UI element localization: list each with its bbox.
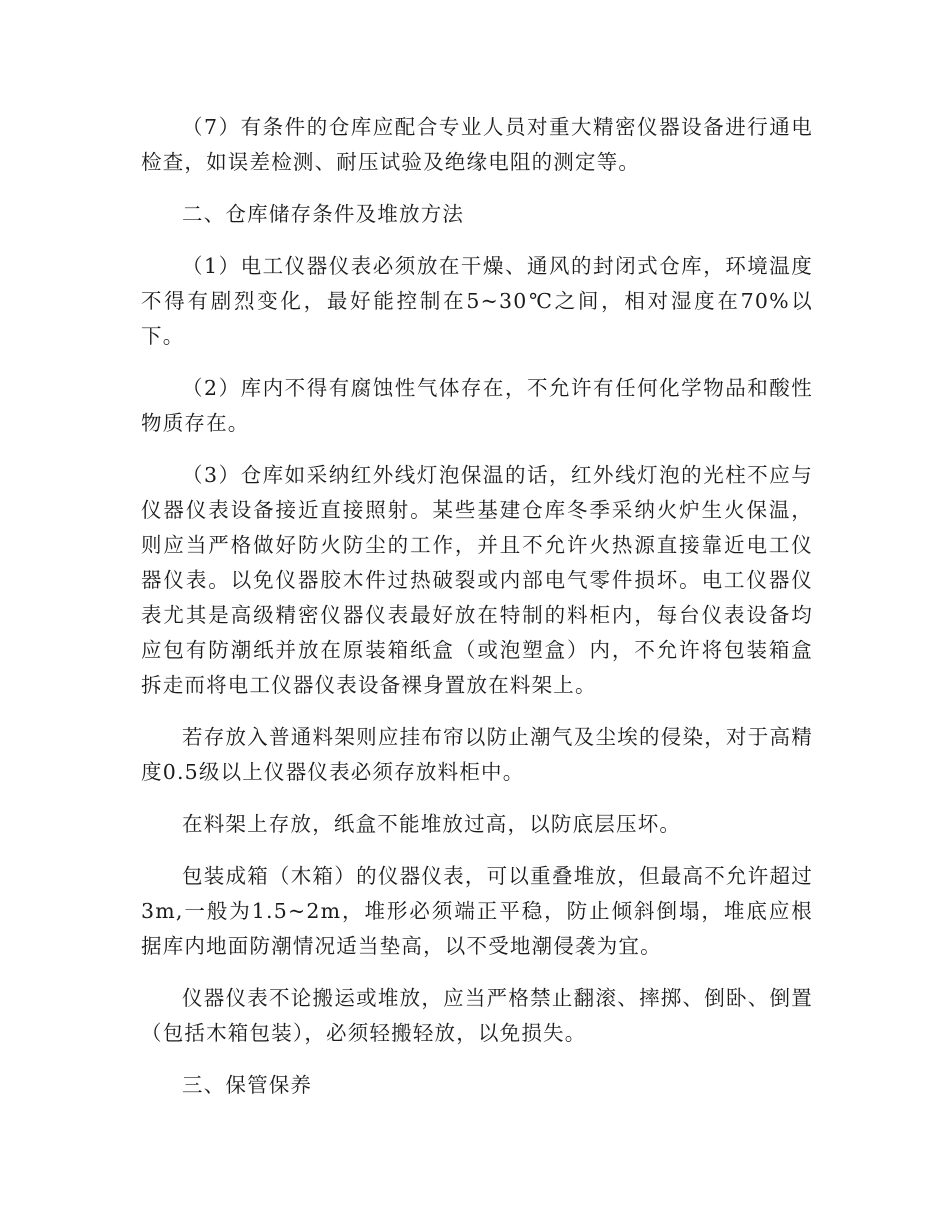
paragraph-temperature: （1）电工仪器仪表必须放在干燥、通风的封闭式仓库，环境温度不得有剧烈变化，最好能控制在5~30℃之间，相对湿度在70%以下。 [141, 254, 813, 348]
document-page [141, 110, 813, 1103]
section-heading-maintenance: 三、保管保养 [182, 1073, 313, 1097]
paragraph-inspection: （7）有条件的仓库应配合专业人员对重大精密仪器设备进行通电检查，如误差检测、耐压试验及绝缘电阻的测定等。 [141, 115, 813, 174]
paragraph-corrosive-gas: （2）库内不得有腐蚀性气体存在，不允许有任何化学物品和酸性物质存在。 [141, 376, 813, 435]
section-heading-storage: 二、仓库储存条件及堆放方法 [182, 202, 465, 226]
paragraph-handling: 仪器仪表不论搬运或堆放，应当严格禁止翻滚、摔掷、倒卧、倒置（包括木箱包装），必须轻搬轻放，以免损失。 [141, 986, 813, 1045]
paragraph-crate-stacking: 包装成箱（木箱）的仪器仪表，可以重叠堆放，但最高不允许超过3m,一般为1.5~2m，堆形必须端正平稳，防止倾斜倒塌，堆底应根据库内地面防潮情况适当垫高，以不受地潮侵袭为宜。 [141, 864, 813, 958]
paragraph-box-stacking: 在料架上存放，纸盒不能堆放过高，以防底层压坏。 [182, 812, 682, 836]
paragraph-heating: （3）仓库如采纳红外线灯泡保温的话，红外线灯泡的光柱不应与仪器仪表设备接近直接照射。某些基建仓库冬季采纳火炉生火保温，则应当严格做好防火防尘的工作，并且不允许火热源直接靠近电工仪器仪表。以免仪器胶木件过热破裂或内部电气零件损坏。电工仪器仪表尤其是高级精密仪器仪表最好放在特制的料柜内，每台仪表设备均应包有防潮纸并放在原装箱纸盒（或泡塑盒）内，不允许将包装箱盒拆走而将电工仪器仪表设备裸身置放在料架上。 [141, 463, 813, 697]
paragraph-shelf-curtain: 若存放入普通料架则应挂布帘以防止潮气及尘埃的侵染，对于高精度0.5级以上仪器仪表必须存放料柜中。 [141, 725, 813, 784]
